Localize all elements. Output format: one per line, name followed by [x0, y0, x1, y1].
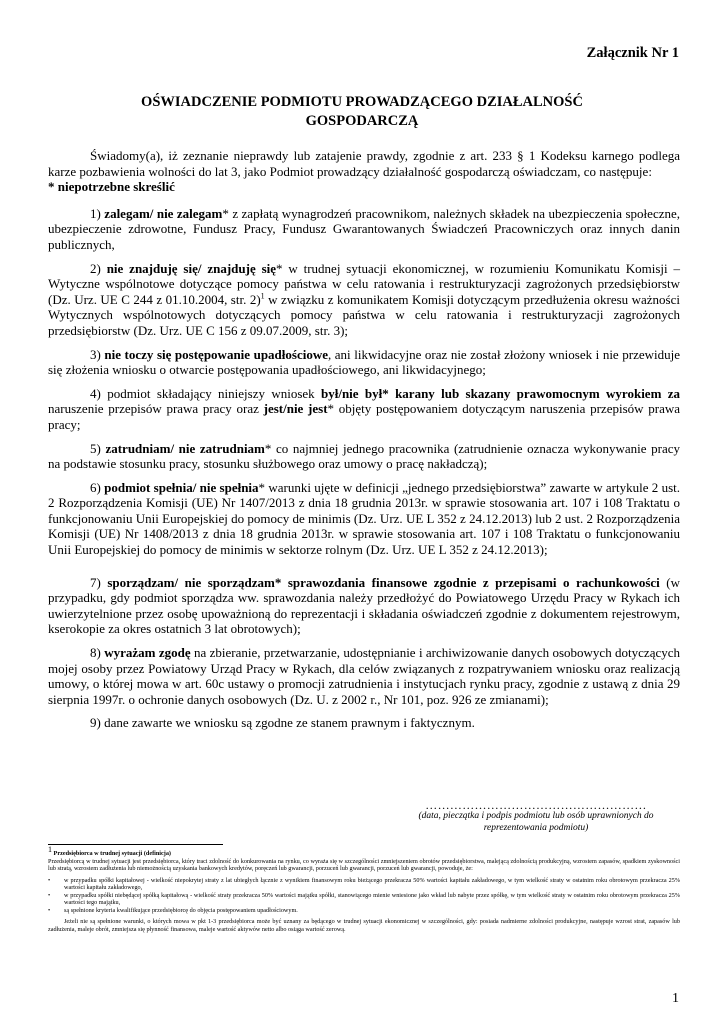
- statement-body: [48, 148, 680, 731]
- statement-item-5: [48, 441, 680, 472]
- bullet-icon: •: [48, 876, 51, 884]
- item-text-end: * objęty postępowaniem dotyczącym naruszenia przepisów prawa pracy;: [48, 401, 680, 432]
- item-text-continued: w związku z komunikatem Komisji dotyczącym przedłużenia okresu ważności Wytycznych wspólnotowych dotyczących pomocy państwa w celu ratowania i restrukturyzacji zagrożonych przedsiębiorstw (Dz. Urz. UE C 156 z 09.07.2009, str. 3);: [48, 291, 681, 338]
- item-number: 2): [90, 260, 101, 276]
- item-choice: zalegam/ nie zalegam: [104, 205, 223, 221]
- footnote-bullet-text: w przypadku spółki niebędącej spółką kapitałową - wielkość straty przekracza 50% wartości majątku spółki, stanowiącego mienie wniesione jako wkład lub nabyte przez spółkę, w tym wielkość straty w ostatnim roku obrotowym przekracza 25% wartości tego majątku,: [64, 891, 680, 907]
- item-choice: podmiot spełnia/ nie spełnia: [104, 479, 259, 495]
- signature-block: [405, 799, 667, 834]
- item-choice: sporządzam/ nie sporządzam* sprawozdania finansowe zgodnie z przepisami o rachunkowości: [107, 574, 660, 590]
- item-number: 7): [90, 574, 101, 590]
- item-choice: zatrudniam/ nie zatrudniam: [105, 440, 265, 456]
- footnote-bullet-text: są spełnione kryteria kwalifikujące przedsiębiorcę do objęcia postępowaniem upadłościowym.: [64, 906, 298, 914]
- item-choice: był/nie był* karany lub skazany prawomocnym wyrokiem za: [321, 385, 681, 401]
- item-choice: wyrażam zgodę: [104, 645, 191, 661]
- item-text-middle: naruszenie przepisów prawa pracy oraz: [48, 401, 259, 417]
- statement-item-8: [48, 645, 680, 707]
- footnote-marker: 1: [48, 845, 52, 854]
- statement-item-7: [48, 575, 680, 637]
- document-title: [60, 93, 664, 131]
- statement-item-6: [48, 480, 680, 558]
- item-text: , ani likwidacyjne oraz nie został złożony wniosek i nie przewiduje się złożenia wniosku o otwarcie postępowania upadłościowego, ani likwidacyjnego;: [48, 346, 680, 378]
- footnote-text: Przedsiębiorcą w trudnej sytuacji jest przedsiębiorca, który traci zdolność do konkurowania na rynku, co wyraża się w szczególności zmniejszeniem obrotów przedsiębiorstwa, malejącą zdolnością produkcyjną, wzrostem zapasów, spadkiem zyskowności lub stratą, wzrostem zadłużenia lub niemożnością uzyskania bankowych kredytów, poręczeń lub gwarancji, porzuceń lub gwarancji, porzuceń lub gwarancji, powoduje, że:: [48, 857, 680, 873]
- item-text: (w przypadku, gdy podmiot sporządza ww. sprawozdania należy przedłożyć do Powiatowego Urzędu Pracy w Rykach ich uwierzytelnione przez osobę upoważnioną do reprezentacji i składania oświadczeń zgodnie z dokumentem rejestrowym, kserokopie za okres ostatnich 3 lat obrotowych);: [48, 574, 681, 637]
- statement-item-4: [48, 386, 680, 433]
- footnote-bullet: [48, 877, 680, 892]
- signature-caption-1: (data, pieczątka i podpis podmiotu lub osób uprawnionych do: [418, 811, 654, 821]
- title-line-2: GOSPODARCZĄ: [305, 113, 419, 129]
- footnote-reference: 1: [260, 291, 265, 301]
- statement-item-1: [48, 206, 680, 253]
- footnote-bullet-text: w przypadku spółki kapitałowej - wielkość niepokrytej straty z lat ubiegłych łącznie z wynikiem finansowym roku bieżącego przekracza 50% wartości kapitału zakładowego, w tym wielkość straty w ostatnim roku obrotowym przekracza 25% wartości kapitału zakładowego,: [64, 876, 680, 892]
- statement-item-3: [48, 347, 680, 378]
- footnote-separator: [48, 844, 223, 845]
- attachment-label: Załącznik Nr 1: [586, 45, 679, 61]
- item-text: dane zawarte we wniosku są zgodne ze stanem prawnym i faktycznym.: [104, 715, 475, 731]
- footnote-list: [48, 877, 680, 915]
- item-text: * z zapłatą wynagrodzeń pracownikom, należnych składek na ubezpieczenia społeczne, ubezpieczenie zdrowotne, Fundusz Pracy, Fundusz Gwarantowanych Świadczeń Pracowniczych oraz innych danin publicznych,: [48, 205, 681, 252]
- item-number: 3): [90, 346, 101, 362]
- item-text: * co najmniej jednego pracownika (zatrudnienie oznacza wykonywanie pracy na podstawie stosunku pracy, stosunku służbowego oraz umowy o pracę nakładczą);: [48, 440, 680, 472]
- intro-paragraph: [48, 148, 680, 195]
- item-choice-2: jest/nie jest: [263, 401, 328, 417]
- item-text: podmiot składający niniejszy wniosek: [107, 385, 315, 401]
- item-text: * w trudnej sytuacji ekonomicznej, w rozumieniu Komunikatu Komisji – Wytyczne wspólnotowe dotyczące pomocy państwa w celu ratowania i restrukturyzacji zagrożonych przedsiębiorstw (Dz. Urz. UE C 244 z 01.10.2004, str. 2): [48, 260, 681, 307]
- item-number: 5): [90, 440, 101, 456]
- footnote-bullet: [48, 907, 680, 915]
- signature-line: ………………………………………………: [425, 798, 647, 812]
- footnote-heading: Przedsiębiorca w trudnej sytuacji (definicja): [53, 850, 171, 858]
- item-number: 4): [90, 385, 101, 401]
- item-number: 1): [90, 205, 101, 221]
- footnote: [48, 845, 680, 933]
- item-text: * warunki ujęte w definicji „jednego przedsiębiorstwa” zawarte w artykule 2 ust. 2 Rozporządzenia Komisji (UE) Nr 1407/2013 z dnia 18 grudnia 2013r. w sprawie stosowania art. 107 i 108 Traktatu o funkcjonowaniu Unii Europejskiej do pomocy de minimis (Dz. Urz. UE L 352 z 24.12.2013) lub 2 ust. 2 Rozporządzenia Komisji (UE) Nr 1408/2013 z dnia 18 grudnia 2013r. w sprawie stosowania art. 107 i 108 Traktatu o funkcjonowaniu Unii Europejskiej do pomocy de minimis w sektorze rolnym (Dz. Urz. UE L 352 z 24.12.2013);: [48, 479, 681, 558]
- bullet-icon: •: [48, 906, 51, 914]
- title-line-1: OŚWIADCZENIE PODMIOTU PROWADZĄCEGO DZIAŁALNOŚĆ: [141, 94, 583, 110]
- item-number: 9): [90, 715, 101, 731]
- bullet-icon: •: [48, 891, 51, 899]
- footnote-bullet: [48, 892, 680, 907]
- intro-text: Świadomy(a), iż zeznanie nieprawdy lub zatajenie prawdy, zgodnie z art. 233 § 1 Kodeksu karnego podlega karze pozbawienia wolności do lat 3, jako Podmiot prowadzący działalność gospodarczą oświadczam, co następuje:: [48, 148, 680, 179]
- item-choice: nie toczy się postępowanie upadłościowe: [104, 346, 328, 362]
- item-number: 6): [90, 479, 101, 495]
- footnote-final-text: Jeżeli nie są spełnione warunki, o których mowa w pkt 1-3 przedsiębiorca może być uznany za będącego w trudnej sytuacji ekonomicznej w szczególności, gdy: posiada nadmierne zdolności produkcyjne, następuje wzrost strat, zapasów lub zadłużenia, maleje obrót, zmniejsza się płynność finansowa, maleje wartość aktywów netto albo osiąga wartość zerową.: [48, 918, 680, 933]
- page-number: 1: [672, 991, 679, 1006]
- item-text: na zbieranie, przetwarzanie, udostępnianie i archiwizowanie danych osobowych dotyczących mojej osoby przez Powiatowy Urząd Pracy w Rykach, dla celów związanych z rozpatrywaniem wniosku oraz realizacją umowy, o której mowa w art. 60c ustawy o promocji zatrudnienia i instytucjach rynku pracy, zgodnie z ustawą z dnia 29 sierpnia 1997r. o ochronie danych osobowych (Dz. U. z 2002 r., Nr 101, poz. 926 ze zmianami);: [48, 645, 681, 707]
- intro-note: * niepotrzebne skreślić: [48, 179, 175, 195]
- statement-item-2: [48, 261, 680, 339]
- statement-item-9: [48, 715, 680, 731]
- signature-caption-2: reprezentowania podmiotu): [483, 822, 589, 833]
- item-number: 8): [90, 645, 101, 661]
- item-choice: nie znajduję się/ znajduję się: [106, 260, 277, 276]
